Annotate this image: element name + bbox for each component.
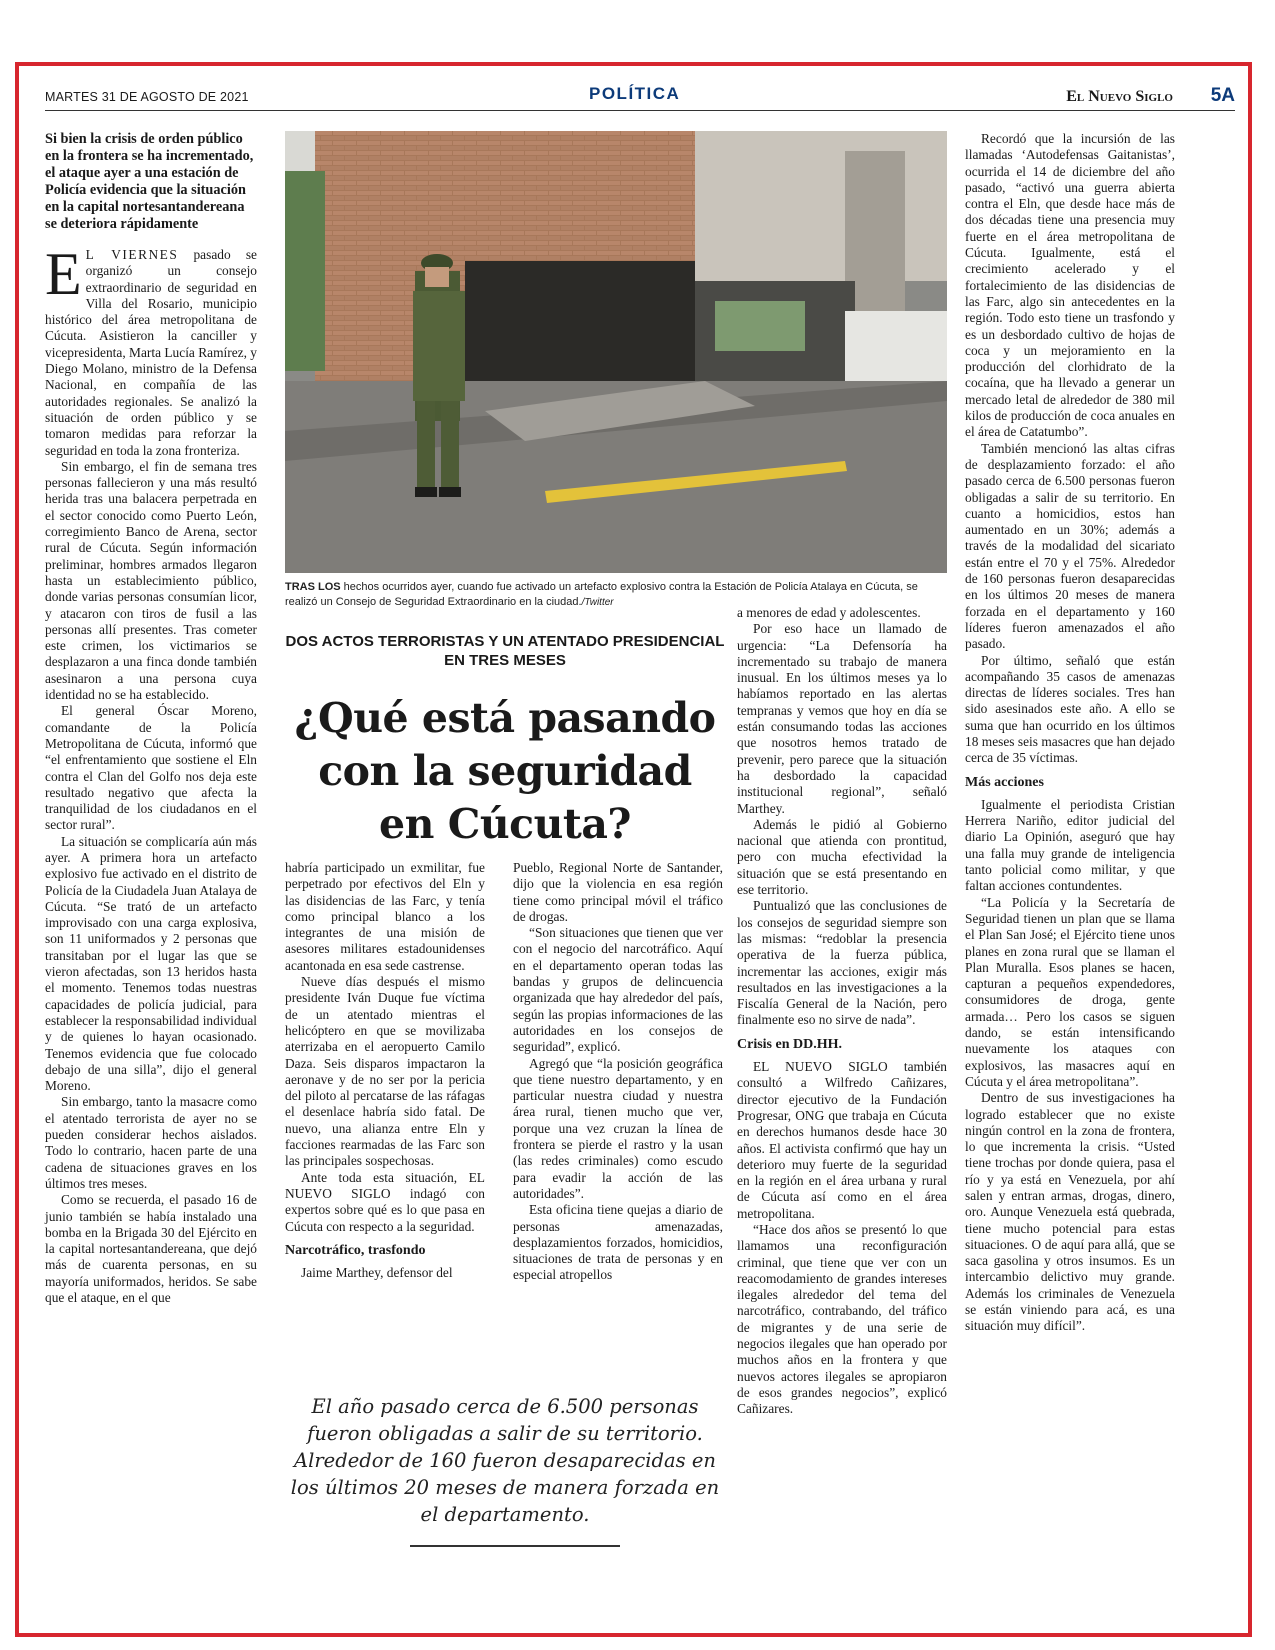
subhead-narcotrafico: Narcotráfico, trasfondo [285, 1242, 426, 1258]
paragraph: “Son situaciones que tienen que ver con el negocio del narcotráfico. Aquí en el departamento operan todas las bandas y grupos de delincuencia organizada que hay alrededor del país, según las propias informaciones de las autoridades en los consejos de seguridad”, explicó. [513, 925, 723, 1055]
paragraph: Nueve días después el mismo presidente Iván Duque fue víctima de un atentado mientras el helicóptero en que se movilizaba aterrizaba en el aeropuerto Camilo Daza. Seis disparos impactaron la aeronave y de no ser por la pericia del piloto al percatarse de las ráfagas el desenlace habría sido fatal. De nuevo, una alianza entre Eln y facciones rearmadas de las Farc son las principales sospechosas. [285, 974, 485, 1169]
first-paragraph: E L VIERNES pasado se organizó un consejo extraordinario de seguridad en Villa del Rosario, municipio histórico del área metropolitana de Cúcuta. Asistieron la canciller y vicepresidenta, Marta Lucía Ramírez, y Diego Molano, ministro de la Defensa Nacional, en compañía de las autoridades regionales. Se analizó la situación de orden público y se tomaron medidas para reforzar la seguridad en toda la zona fronteriza. [45, 241, 257, 458]
column-1 [45, 131, 257, 1306]
newspaper-name: El Nuevo Siglo [1066, 88, 1173, 105]
paragraph: Sin embargo, el fin de semana tres personas fallecieron y una más resultó herida tras una balacera perpetrada en el sector conocido como Puerto León, corregimiento Banco de Arena, sector rural de Cúcuta. Según información preliminar, hombres armados llegaron hasta un establecimiento público, donde varias personas consumían licor, y atacaron con tiros de fusil a las personas allí presentes. Tras cometer este crimen, los victimarios se desplazaron a una finca donde también asesinaron a una persona cuya identidad no se ha establecido. [45, 458, 257, 703]
paragraph: Jaime Marthey, defensor del [301, 1265, 453, 1281]
paragraph: EL NUEVO SIGLO también consultó a Wilfredo Cañizares, director ejecutivo de la Fundación Progresar, ONG que trabaja en Cúcuta en derechos humanos desde hace 30 años. El activista confirmó que hay un deterioro muy fuerte de la seguridad en la región en el área urbana y rural de Cúcuta así como en el área metropolitana. [737, 1059, 947, 1221]
column-2 [285, 860, 485, 1281]
column-4 [737, 605, 947, 1418]
police-station-photo [285, 131, 947, 573]
paragraph: habría participado un exmilitar, fue perpetrado por efectivos del Eln y las disidencias de las Farc, y tenía como principal blanco a los integrantes de una misión de asesores militares estadounidenses acantonada en esa sede castrense. [285, 860, 485, 973]
paragraph: Dentro de sus investigaciones ha logrado establecer que no existe ningún control en la zona de frontera, lo que incrementa la crisis. “Usted tiene trochas por donde quiera, pasa el río y ya está en Venezuela, por ahí salen y entran armas, drogas, dinero, oro. Aunque Venezuela está quebrada, tiene mucho potencial para estas situaciones. O de aquí para allá, que se saca gasolina y otros insumos. Es un intercambio delictivo muy grande. Además los criminales de Venezuela se están viniendo para acá, es una situación muy difícil”. [965, 1090, 1175, 1334]
paragraph: a menores de edad y adolescentes. [737, 605, 921, 620]
page-header [45, 84, 1235, 110]
paragraph: Pueblo, Regional Norte de Santander, dijo que la violencia en esa región tiene como principal móvil el tráfico de drogas. [513, 860, 723, 924]
header-rule [45, 110, 1235, 111]
paragraph: Además le pidió al Gobierno nacional que atienda con prontitud, pero con mucha efectividad la situación que se está presentando en ese territorio. [737, 816, 947, 898]
column-3 [513, 860, 723, 1284]
pull-quote-rule [410, 1545, 620, 1547]
paragraph: Agregó que “la posición geográfica que tiene nuestro departamento, y en particular nuestra ciudad y nuestra área rural, tienen mucho que ver, porque una vez cruzan la línea de frontera se pierde el rastro y la usan (las redes criminales) como escudo para evadir la acción de las autoridades”. [513, 1055, 723, 1201]
drop-cap: E [45, 241, 82, 307]
photo-credit: /Twitter [581, 596, 614, 608]
paragraph: “La Policía y la Secretaría de Seguridad tienen un plan que se llama el Plan San José; el Ejército tiene unos planes en zona rural que se llaman el Plan Muralla. Esos planes se hacen, capturan a pequeños expendedores, consumidores de droga, gente armada… Pero los casos se siguen dando, se están intensificando nuevamente los ataques con explosivos, las masacres aquí en Cúcuta y el área metropolitana”. [965, 894, 1175, 1089]
subhead-crisis-ddhh: Crisis en DD.HH. [737, 1036, 842, 1052]
paragraph: Igualmente el periodista Cristian Herrera Nariño, editor judicial del diario La Opinión, aseguró que hay una falla muy grande de inteligencia tanto policial como militar, y que faltan acciones contundentes. [965, 796, 1175, 894]
paragraph: “Hace dos años se presentó lo que llamamos una reconfiguración criminal, que tiene que ver con un reacomodamiento de grandes intereses ilegales alrededor del tema del narcotráfico, contrabando, del tráfico de migrantes y de una serie de negocios ilegales que han operado por muchos años en la frontera y que nuevos actores ilegales se apropiaron de esos grandes negocios”, explicó Cañizares. [737, 1221, 947, 1417]
article-headline: ¿Qué está pasando con la seguridad en Cúcuta? [294, 694, 716, 848]
paragraph: Recordó que la incursión de las llamadas ‘Autodefensas Gaitanistas’, ocurrida el 14 de diciembre del año pasado, “activó una guerra abierta contra el Eln, que desde hace más de dos décadas tiene una presencia muy fuerte en el área metropolitana de Cúcuta. Igualmente, está el crecimiento acelerado y el fortalecimiento de las disidencias de las Farc, algo sin antecedentes en la región. Todo esto tiene un trasfondo y es un desbordado cultivo de hojas de coca y un mejoramiento en la producción del clorhidrato de la cocaína, que ha llevado a generar un mercado letal de alrededor de 380 mil kilos de producción de coca anuales en el área de Catatumbo”. [965, 131, 1175, 440]
photo-caption: TRAS LOS hechos ocurridos ayer, cuando fue activado un artefacto explosivo contra la Estación de Policía Atalaya en Cúcuta, se realizó un Consejo de Seguridad Extraordinario en la ciudad./Twitter [285, 581, 918, 608]
column-5 [965, 131, 1175, 1335]
paragraph: Por último, señaló que están acompañando 35 casos de amenazas directas de líderes sociales. Tres han sido asesinados este año. A ello se suma que han ocurrido en los últimos 18 meses seis masacres que han dejado cerca de 35 víctimas. [965, 652, 1175, 766]
caption-lead: TRAS LOS [285, 581, 341, 593]
paragraph: Puntualizó que las conclusiones de los consejos de seguridad siempre son las mismas: “redoblar la presencia operativa de la fuerza pública, incrementar las acciones, exigir más resultados en las investigaciones a la Fiscalía General de la Nación, pero finalmente eso no sirve de nada”. [737, 898, 947, 1028]
article-kicker: DOS ACTOS TERRORISTAS Y UN ATENTADO PRESIDENCIAL EN TRES MESES [285, 633, 725, 669]
paragraph: Sin embargo, tanto la masacre como el atentado terrorista de ayer no se pueden considerar hechos aislados. Todo lo contrario, hacen parte de una cadena de situaciones graves en los últimos tres meses. [45, 1094, 257, 1191]
article-photo [285, 131, 947, 573]
paragraph: Ante toda esta situación, EL NUEVO SIGLO indagó con expertos sobre qué es lo que pasa en Cúcuta con respecto a la seguridad. [285, 1169, 485, 1234]
paragraph: Por eso hace un llamado de urgencia: “La Defensoría ha incrementado su trabajo de manera inusual. En los últimos meses ya lo habíamos reportado en las alertas tempranas y vemos que hoy en día se están consumando todas las acciones que nosotros hemos tratado de prevenir, pero parece que la situación ha desbordado la capacidad institucional regional”, señaló Marthey. [737, 621, 947, 816]
article-lead: Si bien la crisis de orden público en la frontera se ha incrementado, el ataque ayer a una estación de Policía evidencia que la situación en la capital nortesantandereana se deteriora rápidamente [45, 131, 254, 232]
pull-quote: El año pasado cerca de 6.500 personas fueron obligadas a salir de su territorio. Alrededor de 160 fueron desaparecidas en los últimos 20 meses de manera forzada en el departamento. [290, 1395, 720, 1526]
paragraph: La situación se complicaría aún más ayer. A primera hora un artefacto explosivo fue activado en el distrito de Policía de la Ciudadela Juan Atalaya de Cúcuta. “Se trató de un artefacto improvisado con una carga explosiva, son 11 uniformados y 2 personas que transitaban por el lugar las que se vieron afectadas, son 13 heridos hasta el momento. Tenemos todas nuestras capacidades de policía judicial, para establecer la responsabilidad individual y de quienes lo hayan ocasionado. Tenemos evidencia que fue colocado debajo de una silla”, dijo el general Moreno. [45, 833, 257, 1094]
paragraph: Como se recuerda, el pasado 16 de junio también se había instalado una bomba en la Brigada 30 del Ejército en la capital nortesantandereana, que dejó más de cuarenta personas, en su mayoría uniformados, heridos. Se sabe que el ataque, en el que [45, 1192, 257, 1305]
issue-date: MARTES 31 DE AGOSTO DE 2021 [45, 90, 249, 104]
paragraph: El general Óscar Moreno, comandante de la Policía Metropolitana de Cúcuta, informó que “el enfrentamiento que sostiene el Eln contra el Clan del Golfo nos deja este resultado negativo que afecta la tranquilidad de los ciudadanos en el sector rural”. [45, 703, 257, 833]
paragraph: Esta oficina tiene quejas a diario de personas amenazadas, desplazamientos forzados, homicidios, situaciones de trata de personas y en especial atropellos [513, 1202, 723, 1283]
subhead-mas-acciones: Más acciones [965, 774, 1044, 790]
paragraph: También mencionó las altas cifras de desplazamiento forzado: el año pasado cerca de 6.500 personas fueron obligadas a salir de su territorio. En cuanto a homicidios, estos han aumentado en un 30%; además a través de la modalidad del sicariato están entre el 70 y el 75%. Alrededor de 160 personas fueron desaparecidas en los últimos 20 meses de manera forzada en el departamento y 160 líderes fueron amenazados el año pasado. [965, 440, 1175, 652]
page-number: 5A [1210, 85, 1235, 106]
section-name: POLÍTICA [589, 84, 681, 103]
opening-word: L VIERNES [85, 247, 179, 262]
